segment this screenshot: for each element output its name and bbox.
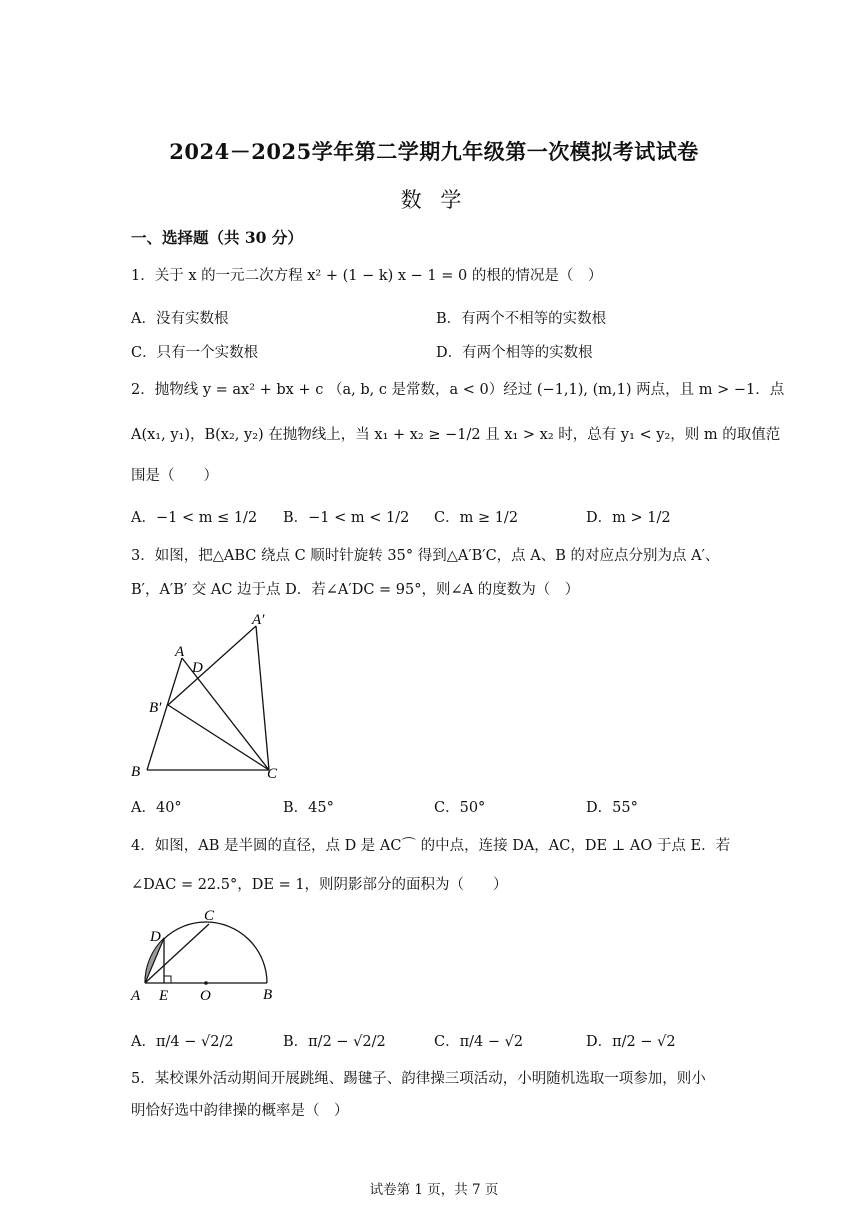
q2-line2: A(x₁, y₁)，B(x₂, y₂) 在抛物线上，当 x₁ + x₂ ≥ −1/2 且 x₁ > x₂ 时，总有 y₁ < y₂，则 m 的取值范 [131, 427, 781, 443]
q4-option-a: A．π/4 − √2/2 [131, 1034, 234, 1050]
q3-triangle-figure [125, 610, 295, 785]
q1-option-a: A．没有实数根 [131, 311, 229, 327]
q2-line3: 围是（ ） [131, 468, 218, 484]
q3-label-a: A [175, 644, 185, 660]
q1-option-c: C．只有一个实数根 [131, 345, 259, 361]
q3-label-d: D [192, 660, 203, 676]
q3-line1: 3．如图，把△ABC 绕点 C 顺时针旋转 35° 得到△A′B′C，点 A、B 的对应点分别为点 A′、 [131, 548, 720, 564]
q2-option-a: A．−1 < m ≤ 1/2 [131, 510, 258, 526]
section-heading: 一、选择题（共 30 分） [131, 228, 303, 247]
q3-option-d: D．55° [586, 800, 638, 816]
q4-label-e: E [159, 988, 169, 1004]
q5-line2: 明恰好选中韵律操的概率是（ ） [131, 1103, 349, 1119]
q1-stem: 1．关于 x 的一元二次方程 x² + (1 − k) x − 1 = 0 的根的情况是（ ） [131, 268, 603, 284]
q4-label-c: C [204, 908, 215, 924]
q4-label-b: B [263, 987, 273, 1003]
q1-option-d: D．有两个相等的实数根 [436, 345, 593, 361]
q4-line2: ∠DAC = 22.5°，DE = 1，则阴影部分的面积为（ ） [131, 877, 508, 893]
q4-label-a: A [131, 988, 141, 1004]
subject-title: 数 学 [400, 188, 468, 212]
q4-center-point [204, 981, 208, 985]
page-footer: 试卷第 1 页，共 7 页 [369, 1182, 499, 1198]
q3-label-a-prime: A′ [252, 612, 265, 628]
q2-line1: 2．抛物线 y = ax² + bx + c （a, b, c 是常数，a < 0）经过 (−1,1), (m,1) 两点，且 m > −1．点 [131, 382, 785, 398]
q5-line1: 5．某校课外活动期间开展跳绳、踢毽子、韵律操三项活动，小明随机选取一项参加，则小 [131, 1071, 706, 1087]
q3-label-b: B [131, 764, 141, 780]
q4-option-b: B．π/2 − √2/2 [283, 1034, 386, 1050]
q3-line2: B′，A′B′ 交 AC 边于点 D．若∠A′DC = 95°，则∠A 的度数为（ ） [131, 582, 580, 598]
q4-option-c: C．π/4 − √2 [434, 1034, 524, 1050]
q4-option-d: D．π/2 − √2 [586, 1034, 676, 1050]
q2-option-c: C．m ≥ 1/2 [434, 510, 519, 526]
page-title: 2024－2025学年第二学期九年级第一次模拟考试试卷 [169, 139, 699, 164]
q2-option-b: B．−1 < m < 1/2 [283, 510, 410, 526]
q3-label-c: C [267, 766, 278, 782]
q3-option-c: C．50° [434, 800, 486, 816]
q4-label-o: O [200, 988, 211, 1004]
q1-option-b: B．有两个不相等的实数根 [436, 311, 607, 327]
q3-option-b: B．45° [283, 800, 334, 816]
q2-option-d: D．m > 1/2 [586, 510, 671, 526]
q3-label-b-prime: B′ [149, 700, 162, 716]
q3-option-a: A．40° [131, 800, 182, 816]
q4-line1: 4．如图，AB 是半圆的直径，点 D 是 AC⌒ 的中点，连接 DA，AC，DE ⊥ AO 于点 E．若 [131, 838, 731, 854]
q4-label-d: D [150, 929, 161, 945]
q4-semicircle-figure [125, 905, 285, 1005]
